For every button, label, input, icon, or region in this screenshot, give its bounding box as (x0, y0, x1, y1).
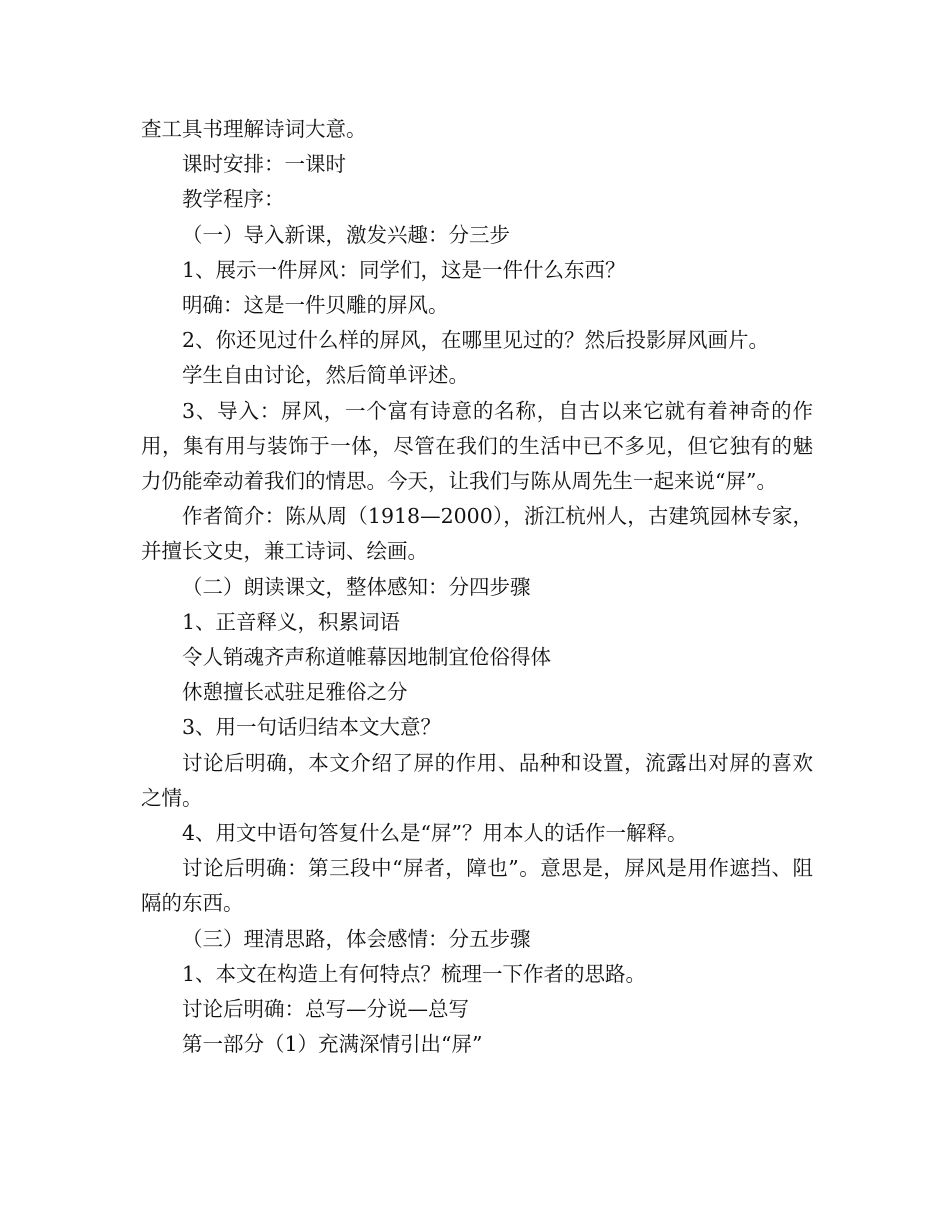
section-heading-1: （一）导入新课，激发兴趣：分三步 (182, 222, 510, 247)
paragraph-continuation: 查工具书理解诗词大意。 (141, 117, 367, 141)
paragraph-summary-question: 3、用一句话归结本文大意？ (182, 715, 442, 740)
paragraph-vocab-list-1: 令人销魂齐声称道帷幕因地制宜伧俗得体 (182, 645, 551, 670)
paragraph-step-1: 1、展示一件屏风：同学们，这是一件什么东西？ (182, 257, 626, 282)
paragraph-class-schedule: 课时安排：一课时 (182, 152, 346, 177)
paragraph-teaching-procedure: 教学程序： (182, 187, 285, 212)
paragraph-discussion-1: 学生自由讨论，然后简单评述。 (182, 363, 469, 388)
paragraph-vocab-step: 1、正音释义，积累词语 (182, 609, 401, 634)
paragraph-structure-answer: 讨论后明确：总写—分说—总写 (182, 997, 469, 1022)
paragraph-definition-answer: 讨论后明确：第三段中“屏者，障也”。意思是，屏风是用作遮挡、阻隔的东西。 (141, 856, 813, 916)
paragraph-step-2: 2、你还见过什么样的屏风，在哪里见过的？然后投影屏风画片。 (182, 328, 770, 353)
paragraph-part-one: 第一部分（1）充满深情引出“屏” (182, 1032, 483, 1057)
paragraph-summary-answer: 讨论后明确，本文介绍了屏的作用、品种和设置，流露出对屏的喜欢之情。 (141, 750, 813, 810)
paragraph-step-3-intro: 3、导入：屏风，一个富有诗意的名称，自古以来它就有着神奇的作用，集有用与装饰于一体，尽管在我们的生活中已不多见，但它独有的魅力仍能牵动着我们的情思。今天，让我们与陈从周先生一起来说“屏”。 (141, 398, 813, 494)
document-body (141, 112, 813, 1062)
paragraph-structure-question: 1、本文在构造上有何特点？梳理一下作者的思路。 (182, 961, 647, 986)
paragraph-clarify-1: 明确：这是一件贝雕的屏风。 (182, 293, 449, 318)
paragraph-definition-question: 4、用文中语句答复什么是“屏”？用本人的话作一解释。 (182, 821, 688, 846)
section-heading-2: （二）朗读课文，整体感知：分四步骤 (182, 574, 531, 599)
paragraph-author-intro: 作者简介：陈从周（1918—2000），浙江杭州人，古建筑园林专家，并擅长文史，兼工诗词、绘画。 (141, 504, 813, 564)
paragraph-vocab-list-2: 休憩擅长忒驻足雅俗之分 (182, 680, 408, 705)
section-heading-3: （三）理清思路，体会感情：分五步骤 (182, 926, 531, 951)
